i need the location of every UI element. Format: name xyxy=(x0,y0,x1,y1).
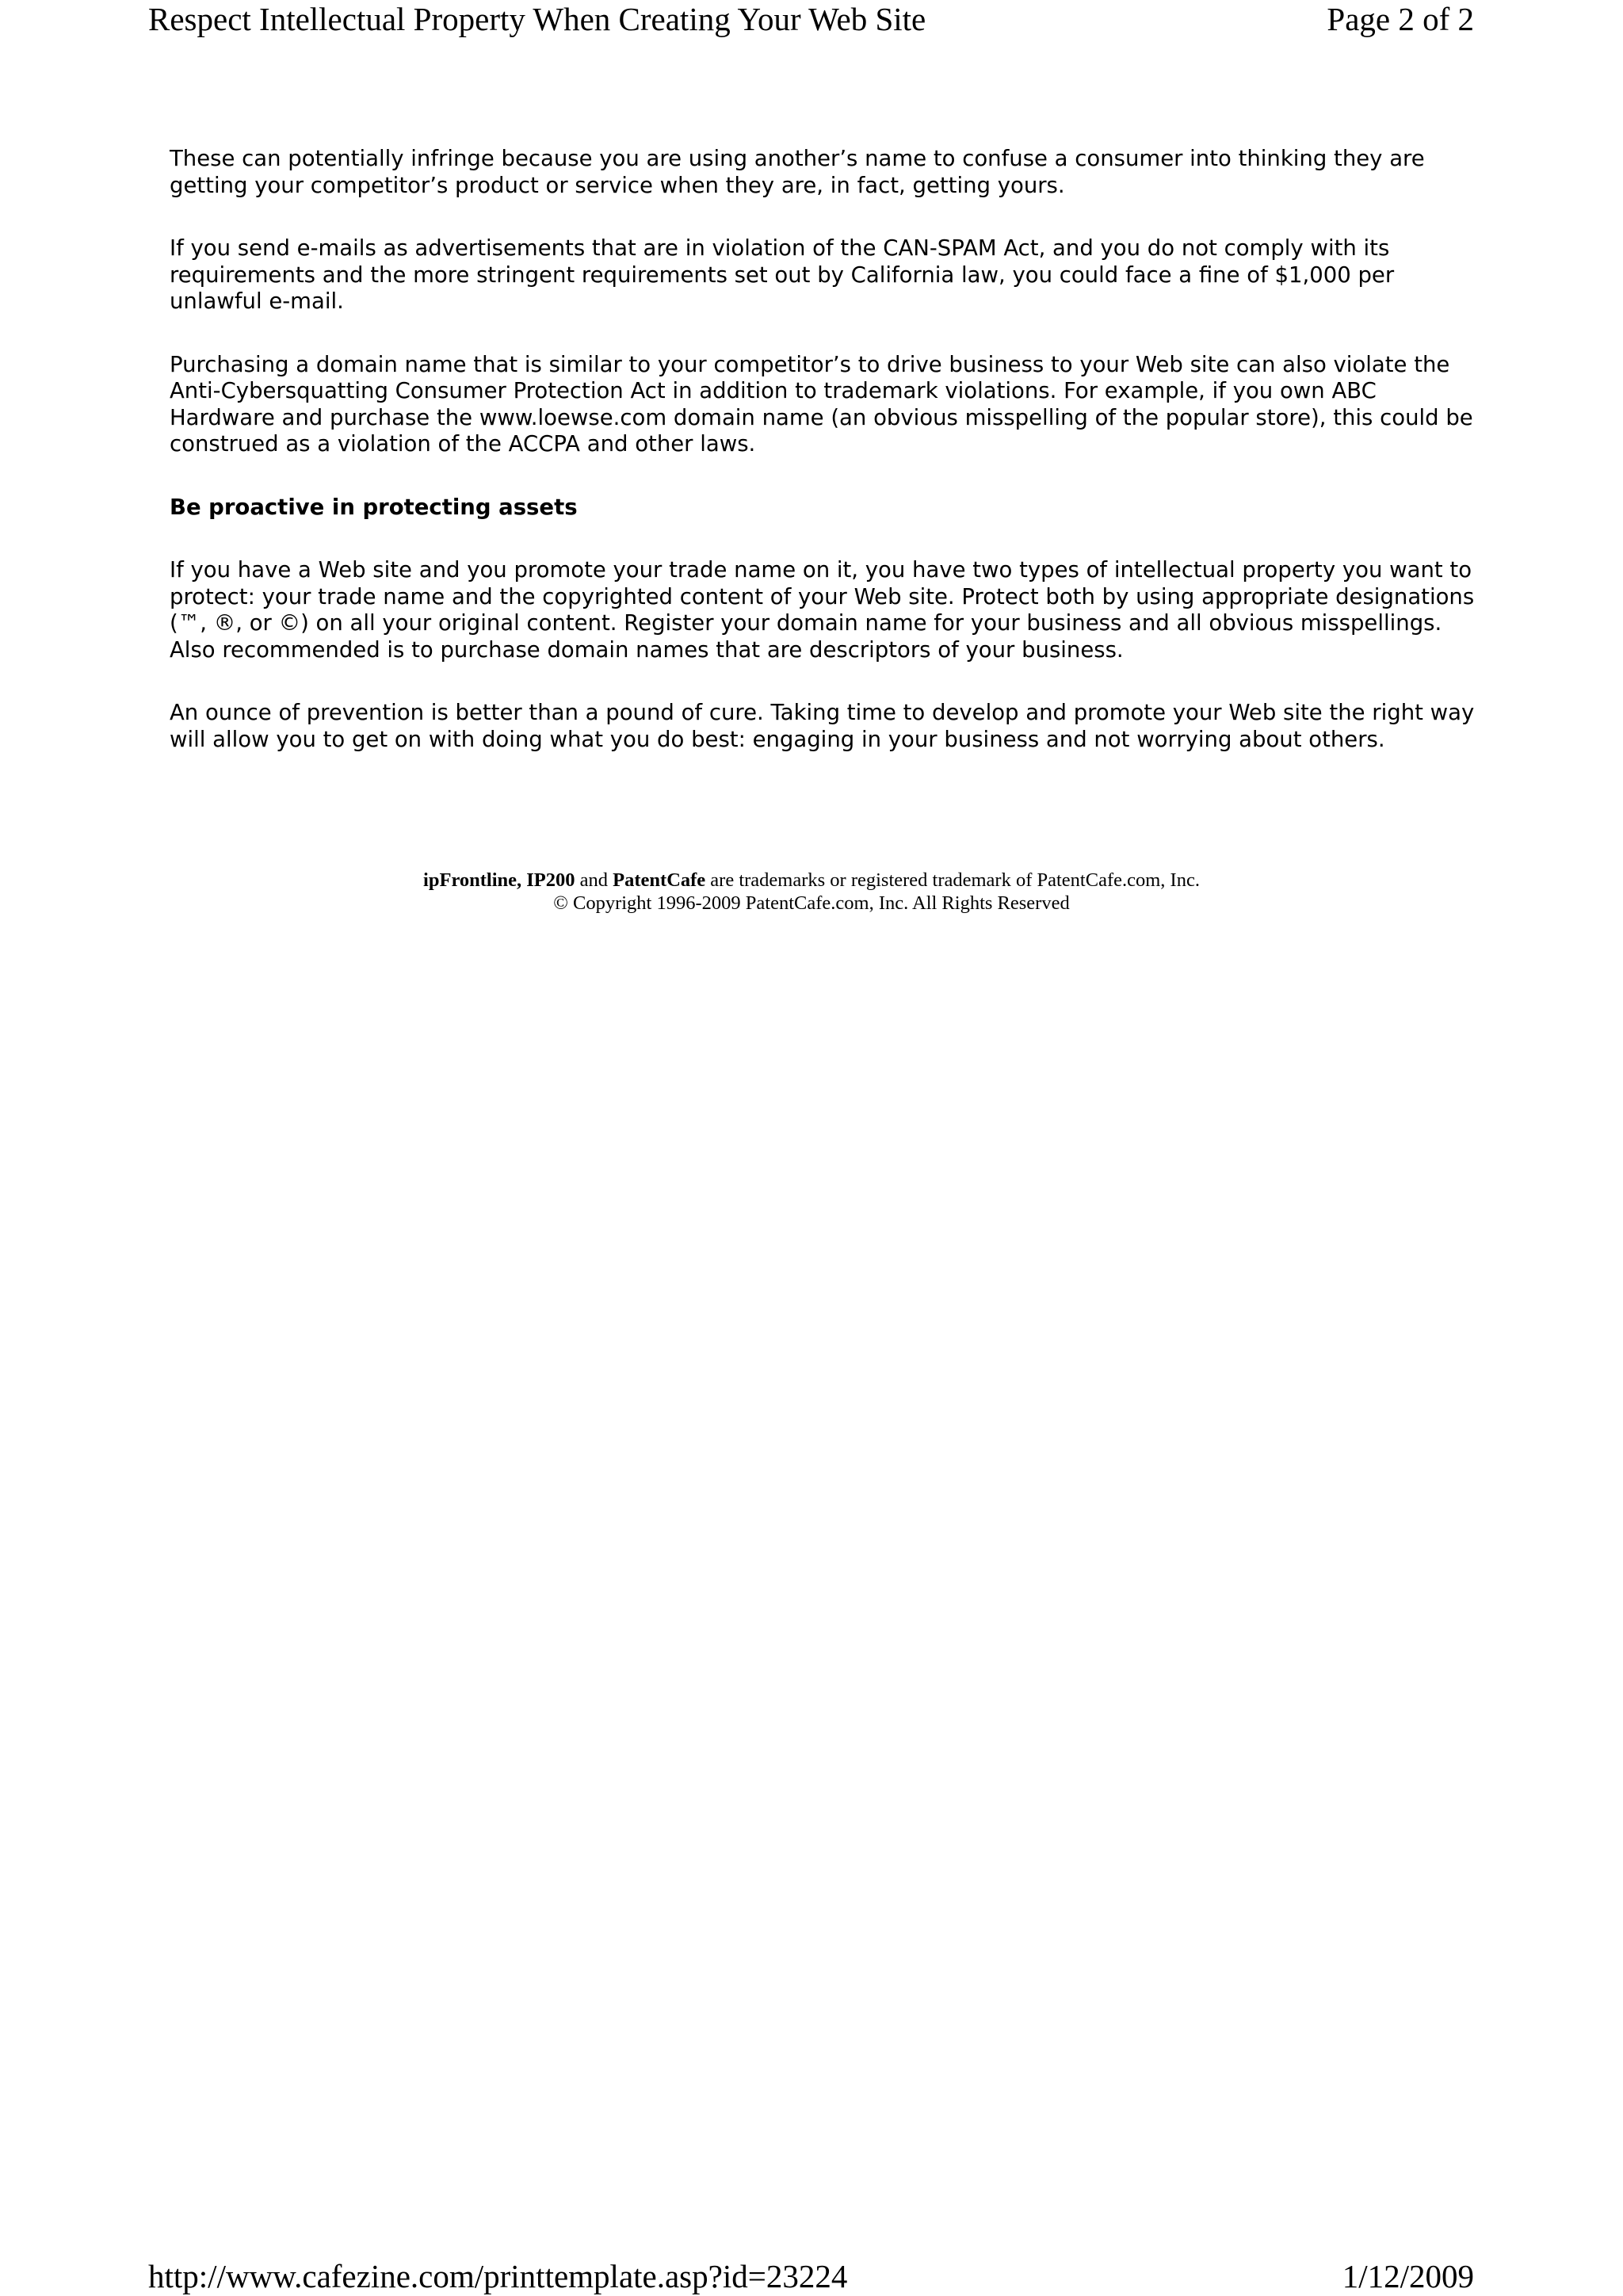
paragraph-prevention: An ounce of prevention is better than a pound of cure. Taking time to develop and promote your Web site the right way will allow you to get on with doing what you do best: engaging in your business and not worrying about others. xyxy=(170,700,1475,752)
print-footer xyxy=(148,2257,1474,2296)
trademark-text: are trademarks or registered trademark of PatentCafe.com, Inc. xyxy=(710,869,1200,891)
page-url: http://www.cafezine.com/printtemplate.asp?id=23224 xyxy=(148,2258,848,2294)
article-body xyxy=(170,146,1477,789)
print-date: 1/12/2009 xyxy=(1342,2258,1474,2294)
trademark-line xyxy=(0,869,1623,892)
paragraph-domain-name: Purchasing a domain name that is similar to your competitor’s to drive business to your Web site can also violate the Anti-Cybersquatting Consumer Protection Act in addition to trademark violations. For example, if you own ABC Hardware and purchase the www.loewse.com domain name (an obvious misspelling of the popular store), this could be construed as a violation of the ACCPA and other laws. xyxy=(170,351,1473,457)
paragraph-can-spam: If you send e-mails as advertisements that are in violation of the CAN-SPAM Act, and you do not comply with its requirements and the more stringent requirements set out by California law, you could face a fine of $1,000 per unlawful e-mail. xyxy=(170,235,1395,314)
and-text: and xyxy=(579,869,609,891)
brand-names: ipFrontline, IP200 xyxy=(423,869,575,891)
print-header xyxy=(148,0,1474,48)
paragraph-protect-assets: If you have a Web site and you promote your trade name on it, you have two types of intellectual property you want to protect: your trade name and the copyrighted content of your Web site. Protect both by using appropriate designations (™, ®, or ©) on all your original content. Register your domain name for your business and all obvious misspellings. Also recommended is to purchase domain names that are descriptors of your business. xyxy=(170,557,1475,663)
section-subheading: Be proactive in protecting assets xyxy=(170,494,578,520)
page-title: Respect Intellectual Property When Creating Your Web Site xyxy=(148,1,926,37)
copyright-line: © Copyright 1996-2009 PatentCafe.com, Inc. All Rights Reserved xyxy=(553,892,1070,914)
trademark-notice xyxy=(0,869,1623,915)
page-indicator: Page 2 of 2 xyxy=(1327,1,1474,37)
paragraph-infringement: These can potentially infringe because you are using another’s name to confuse a consumer into thinking they are getting your competitor’s product or service when they are, in fact, getting yours. xyxy=(170,146,1425,198)
brand-patentcafe: PatentCafe xyxy=(613,869,706,891)
